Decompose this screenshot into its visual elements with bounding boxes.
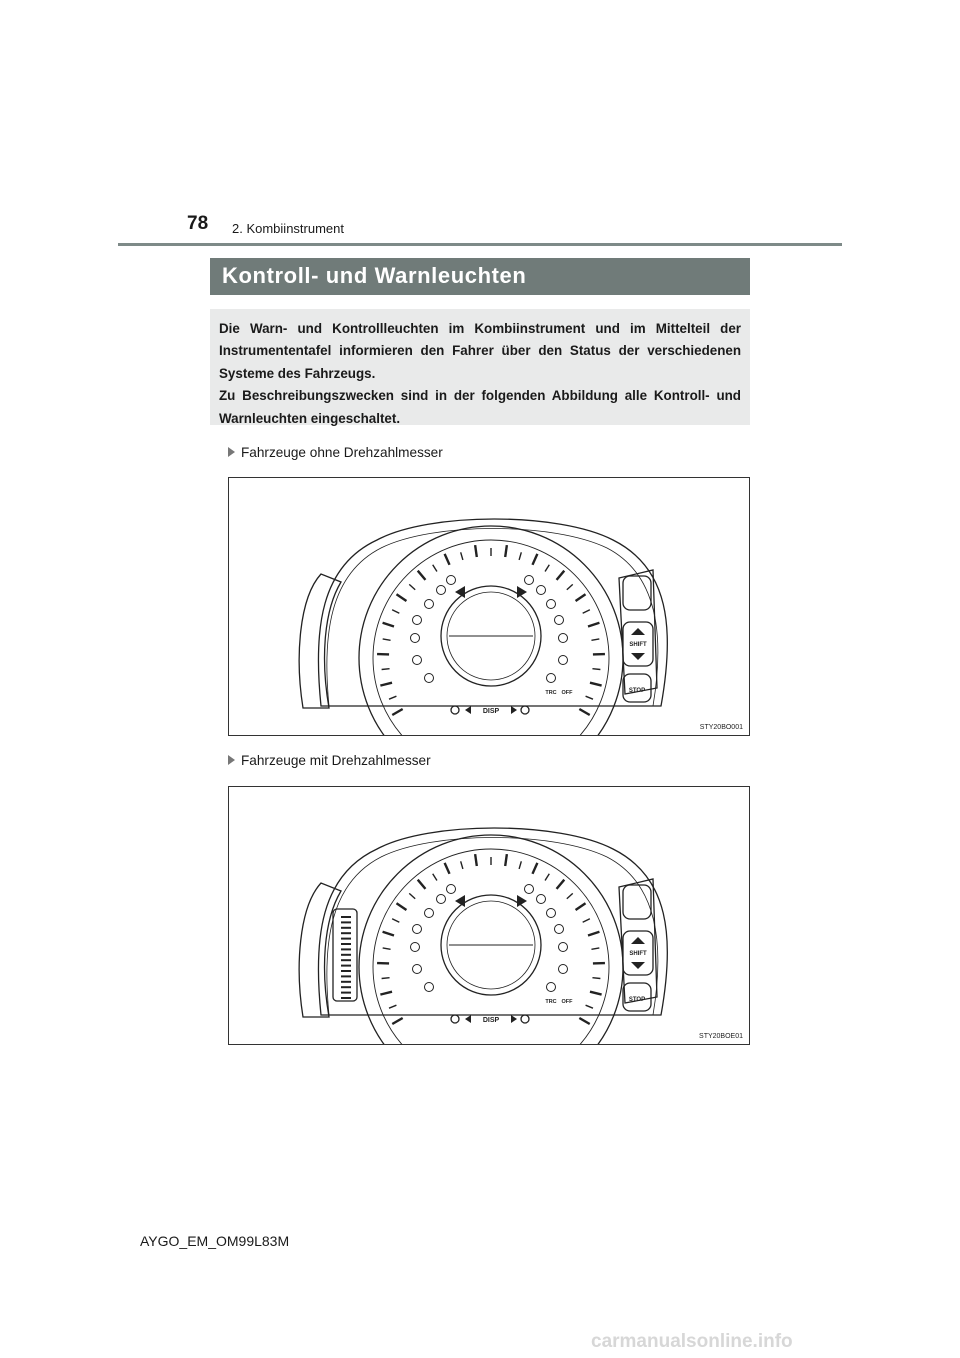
bullet-triangle-icon (228, 755, 235, 765)
dial-tick (409, 893, 415, 898)
warning-light-icon (425, 674, 434, 683)
dial-tick (383, 932, 394, 936)
dial-tick (557, 880, 565, 889)
dial-tick (532, 863, 537, 874)
shift-up-arrow-icon (631, 628, 645, 635)
dial-tick (389, 696, 396, 699)
watermark: carmanualsonline.info (591, 1331, 793, 1352)
warning-light-icon (555, 925, 564, 934)
warning-light-icon (525, 576, 534, 585)
disp-left-arrow-icon (465, 1015, 471, 1023)
dial-tick (409, 584, 415, 589)
trc-off-label: TRC (545, 999, 557, 1005)
cluster-housing-inner (327, 838, 658, 1016)
knob-right (521, 706, 529, 714)
dial-tick (576, 903, 586, 910)
disp-right-arrow-icon (511, 706, 517, 714)
warning-light-icon (559, 965, 568, 974)
warning-light-icon (425, 600, 434, 609)
dial-tick (583, 919, 590, 923)
dial-tick (579, 709, 589, 715)
figure-code: STY20BOE01 (699, 1033, 743, 1040)
dial-tick (519, 552, 521, 560)
dial-tick (461, 552, 463, 560)
off-label: OFF (561, 690, 573, 696)
warning-light-icon (547, 909, 556, 918)
dial-tick (475, 854, 477, 866)
dial-tick (392, 1018, 402, 1024)
dial-tick (583, 610, 590, 614)
dial-tick (382, 978, 390, 979)
dial-tick (519, 861, 521, 869)
figure-caption-1 (228, 445, 443, 460)
dial-tick (383, 948, 391, 949)
warning-light-icon (413, 925, 422, 934)
dial-tick (396, 594, 406, 601)
warning-light-icon (447, 885, 456, 894)
dial-tick (545, 874, 549, 881)
shift-up-arrow-icon (631, 937, 645, 944)
intro-paragraph-1: Die Warn- und Kontrollleuchten im Kombiinstrument und im Mittelteil der Instrumententafel informieren den Fahrer über den Status der verschiedenen Systeme des Fahrzeugs. (219, 321, 741, 381)
dial-tick (505, 545, 507, 557)
dial-tick (392, 610, 399, 614)
figure-cluster-with-tachometer (228, 786, 750, 1045)
dial-tick (380, 992, 392, 995)
dial-outer-ring (359, 526, 623, 736)
trc-off-label: TRC (545, 690, 557, 696)
dial-tick (532, 554, 537, 565)
cluster-illustration (229, 478, 750, 736)
warning-light-icon (559, 943, 568, 952)
dial-tick (567, 893, 573, 898)
cluster-housing-inner (327, 529, 658, 707)
warning-light-icon (447, 576, 456, 585)
dial-tick (445, 554, 450, 565)
intro-box (210, 309, 750, 425)
cluster-illustration (229, 787, 750, 1045)
dial-tick (382, 669, 390, 670)
dial-tick (592, 978, 600, 979)
warning-light-icon (411, 634, 420, 643)
figure-caption-text: Fahrzeuge mit Drehzahlmesser (241, 753, 431, 768)
dial-tick (591, 639, 599, 640)
dial-tick (579, 1018, 589, 1024)
dial-tick (433, 565, 437, 572)
chapter-title: 2. Kombiinstrument (232, 221, 344, 236)
shift-down-arrow-icon (631, 653, 645, 660)
dial-tick (396, 903, 406, 910)
dial-tick (591, 948, 599, 949)
warning-light-icon (413, 656, 422, 665)
dial-tick (590, 683, 602, 686)
figure-caption-2 (228, 753, 431, 768)
dial-tick (590, 992, 602, 995)
warning-light-icon (559, 656, 568, 665)
dial-tick (389, 1005, 396, 1008)
left-bezel (299, 574, 341, 708)
footer-code: AYGO_EM_OM99L83M (140, 1233, 290, 1249)
stop-label: STOP (628, 997, 646, 1003)
knob-left (451, 1015, 459, 1023)
shift-down-arrow-icon (631, 962, 645, 969)
warning-light-icon (547, 674, 556, 683)
warning-light-icon (425, 983, 434, 992)
dial-tick (380, 683, 392, 686)
dial-tick (586, 1005, 593, 1008)
dial-tick (383, 623, 394, 627)
dial-tick (588, 932, 599, 936)
dial-tick (433, 874, 437, 881)
knob-left (451, 706, 459, 714)
dial-tick (418, 571, 426, 580)
dial-tick (392, 919, 399, 923)
stop-label: STOP (628, 688, 646, 694)
dial-tick (545, 565, 549, 572)
figure-cluster-without-tachometer (228, 477, 750, 736)
warning-light-icon (555, 616, 564, 625)
warning-light-icon (437, 895, 446, 904)
disp-left-arrow-icon (465, 706, 471, 714)
warning-light-icon (413, 965, 422, 974)
warning-light-icon (559, 634, 568, 643)
button-top (623, 576, 651, 610)
section-title: Kontroll- und Warnleuchten (210, 258, 750, 295)
dial-tick (588, 623, 599, 627)
knob-right (521, 1015, 529, 1023)
figure-code: STY20BO001 (699, 724, 743, 731)
dial-tick (576, 594, 586, 601)
dial-tick (567, 584, 573, 589)
disp-right-arrow-icon (511, 1015, 517, 1023)
intro-paragraph-2: Zu Beschreibungszwecken sind in der folgenden Abbildung alle Kontroll- und Warnleuchten eingeschaltet. (219, 388, 741, 426)
dial-tick (445, 863, 450, 874)
button-top (623, 885, 651, 919)
warning-light-icon (437, 586, 446, 595)
warning-light-icon (413, 616, 422, 625)
dial-tick (392, 709, 402, 715)
dial-tick (586, 696, 593, 699)
disp-label: DISP (482, 708, 500, 715)
header-rule (118, 243, 842, 246)
shift-label: SHIFT (629, 642, 647, 648)
dial-tick (418, 880, 426, 889)
warning-light-icon (537, 586, 546, 595)
dial-tick (461, 861, 463, 869)
off-label: OFF (561, 999, 573, 1005)
dial-tick (383, 639, 391, 640)
warning-light-icon (425, 909, 434, 918)
dial-tick (557, 571, 565, 580)
warning-light-icon (537, 895, 546, 904)
dial-tick (505, 854, 507, 866)
shift-label: SHIFT (629, 951, 647, 957)
warning-light-icon (547, 983, 556, 992)
dial-tick (475, 545, 477, 557)
warning-light-icon (525, 885, 534, 894)
dial-tick (592, 669, 600, 670)
figure-caption-text: Fahrzeuge ohne Drehzahlmesser (241, 445, 443, 460)
dial-outer-ring (359, 835, 623, 1045)
page-number: 78 (187, 213, 209, 234)
disp-label: DISP (482, 1017, 500, 1024)
warning-light-icon (547, 600, 556, 609)
bullet-triangle-icon (228, 447, 235, 457)
left-bezel (299, 883, 341, 1017)
warning-light-icon (411, 943, 420, 952)
